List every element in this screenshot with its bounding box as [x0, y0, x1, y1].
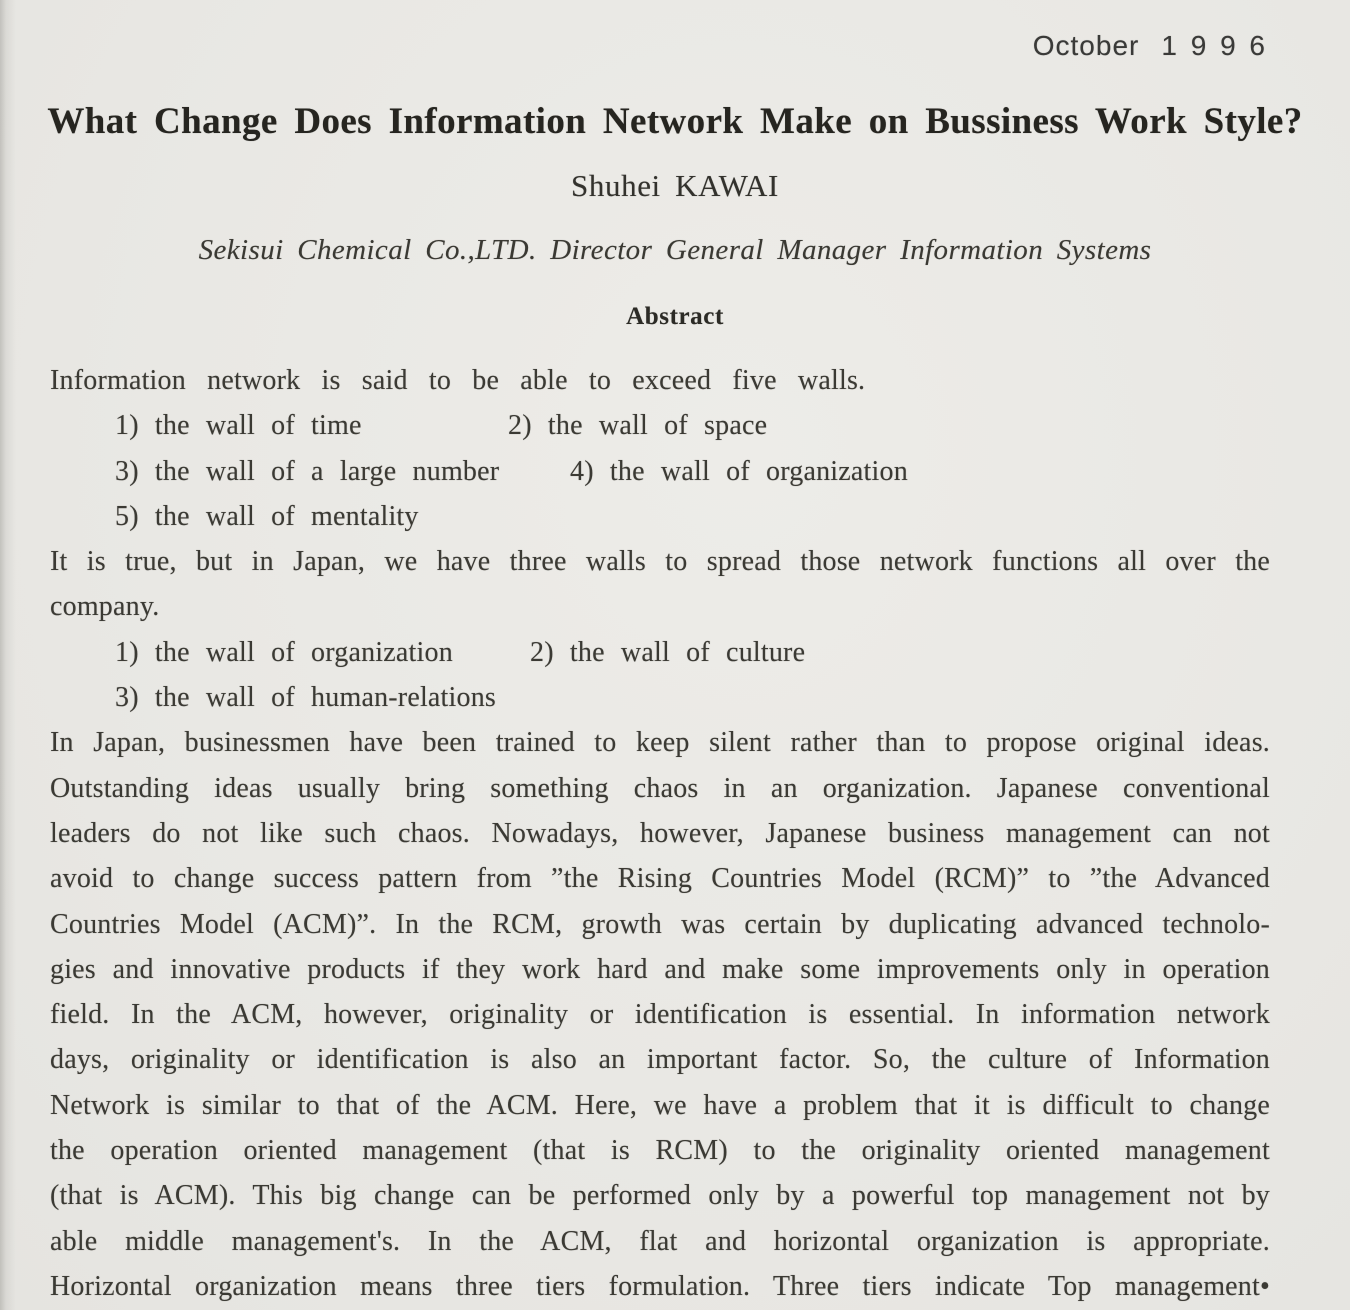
body-line: Countries Model (ACM)”. In the RCM, growth was certain by duplicating advanced technolo-	[50, 908, 1270, 940]
author-name: Shuhei KAWAI	[571, 168, 779, 203]
list-item: 3) the wall of human-relations	[115, 682, 497, 714]
list-item: 1) the wall of organization	[115, 636, 453, 668]
list-item: 5) the wall of mentality	[115, 500, 419, 532]
body-line: leaders do not like such chaos. Nowadays, however, Japanese business management can not	[50, 817, 1270, 849]
body-line-list	[50, 630, 1270, 675]
body-line: avoid to change success pattern from ”the Rising Countries Model (RCM)” to ”the Advanced	[50, 863, 1270, 895]
body-line: company.	[50, 591, 160, 623]
body-line: Network is similar to that of the ACM. Here, we have a problem that it is difficult to change	[50, 1089, 1270, 1121]
body-line: Horizontal organization means three tiers formulation. Three tiers indicate Top management•	[50, 1270, 1270, 1302]
body-line-list	[50, 403, 1270, 448]
body-line: gies and innovative products if they work hard and make some improvements only in operation	[50, 953, 1270, 985]
body-line-list	[50, 494, 1270, 539]
list-item: 4) the wall of organization	[570, 455, 908, 487]
body-line: field. In the ACM, however, originality or identification is essential. In information network	[50, 999, 1270, 1031]
body-line: the operation oriented management (that is RCM) to the originality oriented management	[50, 1135, 1270, 1167]
header-year: 1 9 9 6	[1161, 30, 1268, 61]
header-month: October	[1032, 30, 1140, 61]
body-line: (that is ACM). This big change can be performed only by a powerful top management not by	[50, 1180, 1270, 1212]
list-item: 3) the wall of a large number	[115, 455, 500, 487]
body-line: able middle management's. In the ACM, flat and horizontal organization is appropriate.	[50, 1225, 1270, 1257]
body-line-list	[50, 675, 1270, 720]
body-line: Outstanding ideas usually bring something chaos in an organization. Japanese conventional	[50, 772, 1270, 804]
abstract-heading: Abstract	[626, 303, 724, 330]
list-item: 1) the wall of time	[115, 410, 362, 442]
body-line: Information network is said to be able to exceed five walls.	[50, 365, 866, 396]
list-item: 2) the wall of culture	[530, 636, 806, 668]
list-item: 2) the wall of space	[508, 410, 768, 442]
body-line: days, originality or identification is also an important factor. So, the culture of Information	[50, 1044, 1270, 1076]
header-date	[1033, 30, 1268, 62]
body-line-list	[50, 449, 1270, 494]
paper-title: What Change Does Information Network Make on Bussiness Work Style?	[47, 101, 1303, 142]
abstract-body	[50, 358, 1270, 1309]
body-line: It is true, but in Japan, we have three walls to spread those network functions all over the	[50, 546, 1270, 578]
author-affiliation: Sekisui Chemical Co.,LTD. Director General Manager Information Systems	[198, 234, 1152, 266]
body-line: In Japan, businessmen have been trained to keep silent rather than to propose original ideas.	[50, 727, 1270, 759]
